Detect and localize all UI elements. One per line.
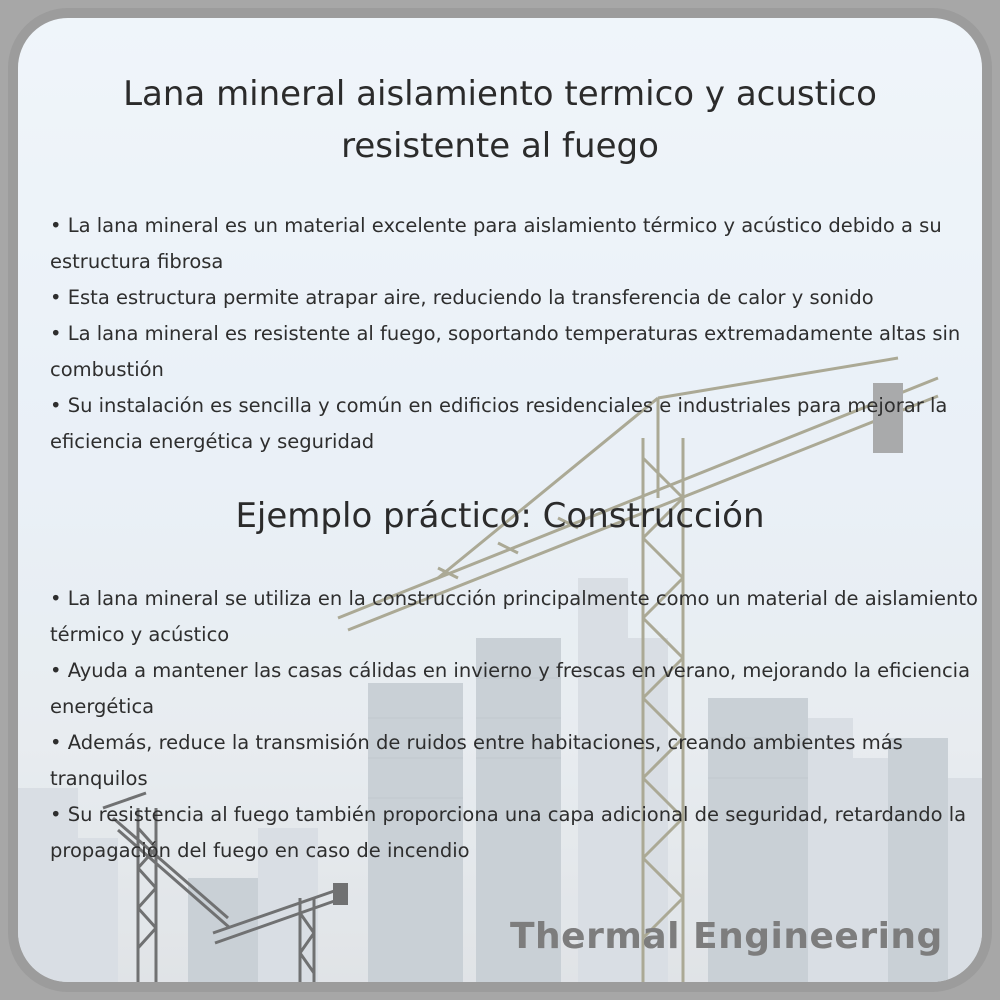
title-line-1: Lana mineral aislamiento termico y acustico	[123, 74, 877, 114]
title-line-2: resistente al fuego	[341, 126, 659, 166]
list-item: • Esta estructura permite atrapar aire, reduciendo la transferencia de calor y sonido	[50, 286, 874, 309]
list-item: • Además, reduce la transmisión de ruidos entre habitaciones, creando ambientes más tranquilos	[50, 731, 903, 790]
list-item: • Su instalación es sencilla y común en edificios residenciales e industriales para mejorar la eficiencia energética y seguridad	[50, 394, 948, 453]
infographic-card	[8, 8, 992, 992]
brand-watermark: Thermal Engineering	[510, 916, 943, 957]
page-title	[58, 68, 942, 172]
list-item: • La lana mineral es un material excelente para aislamiento térmico y acústico debido a su estructura fibrosa	[50, 214, 942, 273]
intro-bullet-list	[50, 208, 980, 460]
list-item: • La lana mineral es resistente al fuego, soportando temperaturas extremadamente altas sin combustión	[50, 322, 961, 381]
list-item: • Ayuda a mantener las casas cálidas en invierno y frescas en verano, mejorando la eficiencia energética	[50, 659, 971, 718]
example-bullet-list	[50, 581, 980, 869]
list-item: • La lana mineral se utiliza en la construcción principalmente como un material de aislamiento térmico y acústico	[50, 587, 978, 646]
list-item: • Su resistencia al fuego también proporciona una capa adicional de seguridad, retardando la propagación del fuego en caso de incendio	[50, 803, 967, 862]
section-heading: Ejemplo práctico: Construcción	[235, 496, 765, 536]
